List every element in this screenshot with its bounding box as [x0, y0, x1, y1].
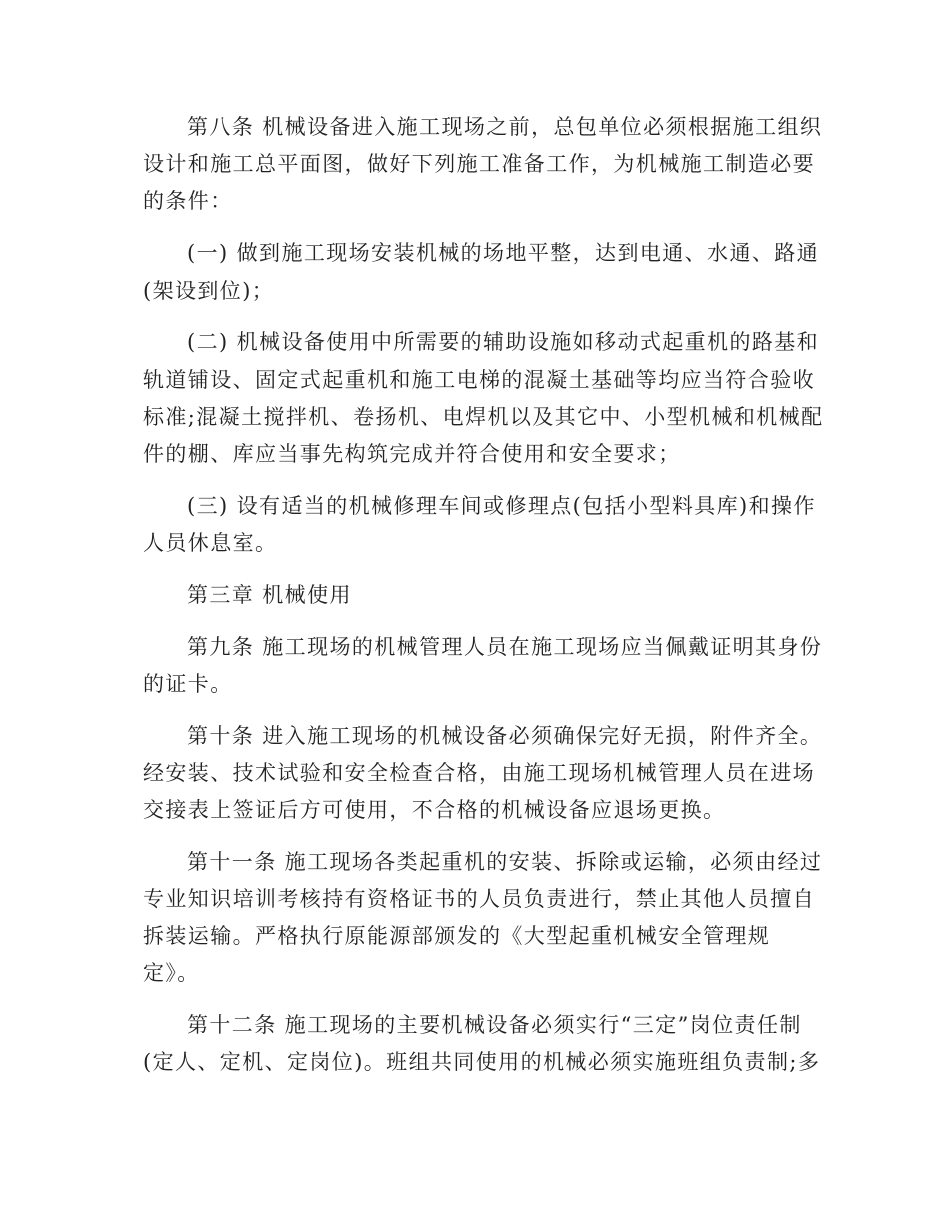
article-11-line-1: 第十一条 施工现场各类起重机的安装、拆除或运输，必须由经过 — [187, 850, 823, 874]
item-3-line-1: (三) 设有适当的机械修理车间或修理点(包括小型料具库)和操作 — [187, 494, 816, 518]
article-9-line-2: 的证卡。 — [143, 672, 233, 696]
item-2-line-4: 件的棚、库应当事先构筑完成并符合使用和安全要求； — [143, 442, 681, 466]
article-11-line-4: 定》。 — [143, 961, 200, 985]
article-12-line-1: 第十二条 施工现场的主要机械设备必须实行“三定”岗位责任制 — [187, 1013, 802, 1037]
article-12-line-2: (定人、定机、定岗位)。班组共同使用的机械必须实施班组负责制;多 — [143, 1050, 821, 1074]
item-1-line-2: (架设到位)； — [143, 279, 275, 303]
article-11-line-2: 专业知识培训考核持有资格证书的人员负责进行，禁止其他人员擅自 — [143, 887, 815, 911]
article-10-line-2: 经安装、技术试验和安全检查合格，由施工现场机械管理人员在进场 — [143, 761, 815, 785]
item-3-line-2: 人员休息室。 — [143, 531, 278, 555]
article-8-line-2: 设计和施工总平面图，做好下列施工准备工作，为机械施工制造必要 — [143, 152, 815, 176]
article-8-line-1: 第八条 机械设备进入施工现场之前，总包单位必须根据施工组织 — [187, 115, 823, 139]
item-2-line-2: 轨道铺设、固定式起重机和施工电梯的混凝土基础等均应当符合验收 — [143, 368, 815, 392]
chapter-3-heading: 第三章 机械使用 — [187, 583, 352, 607]
article-10-line-1: 第十条 进入施工现场的机械设备必须确保完好无损，附件齐全。 — [187, 724, 823, 748]
item-2-line-1: (二) 机械设备使用中所需要的辅助设施如移动式起重机的路基和 — [187, 330, 820, 354]
item-2-line-3: 标准;混凝土搅拌机、卷扬机、电焊机以及其它中、小型机械和机械配 — [143, 405, 824, 429]
article-11-line-3: 拆装运输。严格执行原能源部颁发的《大型起重机械安全管理规 — [143, 924, 771, 948]
item-1-line-1: (一) 做到施工现场安装机械的场地平整，达到电通、水通、路通 — [187, 241, 820, 265]
article-9-line-1: 第九条 施工现场的机械管理人员在施工现场应当佩戴证明其身份 — [187, 635, 823, 659]
article-10-line-3: 交接表上签证后方可使用，不合格的机械设备应退场更换。 — [143, 798, 726, 822]
article-8-line-3: 的条件： — [143, 189, 233, 213]
